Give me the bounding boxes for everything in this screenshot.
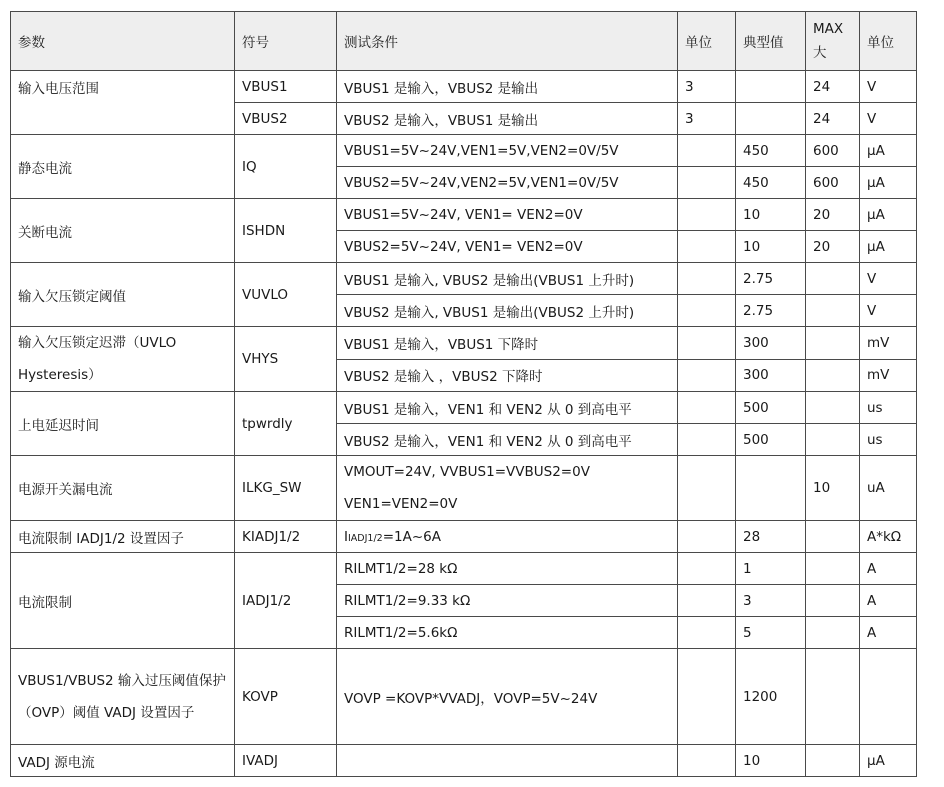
typical-cell: 28 — [736, 521, 806, 553]
max-cell — [806, 327, 860, 360]
table-row — [11, 521, 917, 553]
param-cell: 电流限制 IADJ1/2 设置因子 — [11, 521, 235, 553]
condition-cell: RILMT1/2=28 kΩ — [337, 553, 678, 585]
table-row — [11, 135, 917, 167]
unit2-cell: us — [860, 392, 917, 424]
typical-cell: 1200 — [736, 649, 806, 745]
unit2-cell: μA — [860, 231, 917, 263]
typical-cell: 10 — [736, 199, 806, 231]
table-row — [11, 649, 917, 745]
unit1-cell — [678, 745, 736, 777]
table-row — [11, 327, 917, 360]
unit1-cell — [678, 617, 736, 649]
condition-cell: VBUS1 是输入，VBUS2 是输出 — [337, 71, 678, 103]
param-cell: 静态电流 — [11, 135, 235, 199]
max-cell — [806, 553, 860, 585]
max-cell — [806, 521, 860, 553]
param-cell: 输入电压范围 — [11, 71, 235, 135]
unit2-cell: mV — [860, 359, 917, 392]
symbol-cell: VBUS2 — [235, 103, 337, 135]
symbol-cell: IADJ1/2 — [235, 553, 337, 649]
unit2-cell: A — [860, 553, 917, 585]
header-row — [11, 12, 917, 71]
param-cell: 关断电流 — [11, 199, 235, 263]
param-cell: VADJ 源电流 — [11, 745, 235, 777]
symbol-cell: VHYS — [235, 327, 337, 392]
table-row — [11, 71, 917, 103]
typical-cell: 500 — [736, 424, 806, 456]
typical-cell — [736, 456, 806, 521]
unit2-cell: A*kΩ — [860, 521, 917, 553]
unit2-cell: μA — [860, 745, 917, 777]
header-max-line1: MAX — [813, 21, 844, 37]
condition-cell: VBUS1 是输入, VBUS2 是输出(VBUS1 上升时) — [337, 263, 678, 295]
typical-cell: 450 — [736, 167, 806, 199]
condition-subscript: IADJ1/2 — [347, 532, 383, 544]
condition-cell: VBUS1=5V~24V, VEN1= VEN2=0V — [337, 199, 678, 231]
condition-line-1: VMOUT=24V, VVBUS1=VVBUS2=0V — [344, 464, 590, 480]
typical-cell: 300 — [736, 327, 806, 360]
unit1-cell — [678, 295, 736, 327]
unit2-cell: A — [860, 617, 917, 649]
symbol-cell: IVADJ — [235, 745, 337, 777]
header-typical: 典型值 — [736, 12, 806, 71]
unit2-cell: A — [860, 585, 917, 617]
table-row — [11, 263, 917, 295]
param-cell: 输入欠压锁定迟滞（UVLO Hysteresis） — [11, 327, 235, 392]
typical-cell: 500 — [736, 392, 806, 424]
typical-cell: 2.75 — [736, 263, 806, 295]
table-row — [11, 199, 917, 231]
unit1-cell — [678, 553, 736, 585]
symbol-cell: KIADJ1/2 — [235, 521, 337, 553]
max-cell: 20 — [806, 199, 860, 231]
unit2-cell: V — [860, 71, 917, 103]
condition-cell: VBUS1 是输入，VEN1 和 VEN2 从 0 到高电平 — [337, 392, 678, 424]
unit2-cell: μA — [860, 167, 917, 199]
symbol-cell: tpwrdly — [235, 392, 337, 456]
max-cell: 10 — [806, 456, 860, 521]
unit1-cell — [678, 327, 736, 360]
condition-cell: VBUS2 是输入, VBUS1 是输出(VBUS2 上升时) — [337, 295, 678, 327]
condition-cell — [337, 745, 678, 777]
unit1-cell: 3 — [678, 71, 736, 103]
condition-main: I — [344, 528, 348, 545]
unit2-cell: V — [860, 263, 917, 295]
condition-cell: VOVP =KOVP*VVADJ，VOVP=5V~24V — [337, 649, 678, 745]
unit1-cell — [678, 359, 736, 392]
unit1-cell — [678, 424, 736, 456]
condition-cell — [337, 456, 678, 521]
condition-line-2: VEN1=VEN2=0V — [344, 496, 458, 512]
unit2-cell: μA — [860, 199, 917, 231]
max-cell — [806, 359, 860, 392]
condition-cell: VBUS2 是输入，VEN1 和 VEN2 从 0 到高电平 — [337, 424, 678, 456]
header-param: 参数 — [11, 12, 235, 71]
condition-cell: VBUS2 是输入 ，VBUS2 下降时 — [337, 359, 678, 392]
symbol-cell: ISHDN — [235, 199, 337, 263]
max-cell: 600 — [806, 135, 860, 167]
condition-cell: RILMT1/2=5.6kΩ — [337, 617, 678, 649]
max-cell — [806, 585, 860, 617]
condition-cell: VBUS2=5V~24V, VEN1= VEN2=0V — [337, 231, 678, 263]
unit2-cell: V — [860, 295, 917, 327]
max-cell: 20 — [806, 231, 860, 263]
symbol-cell: KOVP — [235, 649, 337, 745]
unit1-cell — [678, 456, 736, 521]
max-cell: 24 — [806, 71, 860, 103]
unit2-cell: us — [860, 424, 917, 456]
unit2-cell: mV — [860, 327, 917, 360]
header-symbol: 符号 — [235, 12, 337, 71]
typical-cell — [736, 103, 806, 135]
unit1-cell: 3 — [678, 103, 736, 135]
param-cell: 电源开关漏电流 — [11, 456, 235, 521]
unit1-cell — [678, 585, 736, 617]
table-row — [11, 392, 917, 424]
table-row — [11, 745, 917, 777]
max-cell: 600 — [806, 167, 860, 199]
unit1-cell — [678, 392, 736, 424]
unit1-cell — [678, 231, 736, 263]
symbol-cell: IQ — [235, 135, 337, 199]
symbol-cell: VUVLO — [235, 263, 337, 327]
condition-rest: =1A~6A — [382, 528, 441, 545]
header-unit-1: 单位 — [678, 12, 736, 71]
header-unit-2: 单位 — [860, 12, 917, 71]
typical-cell: 1 — [736, 553, 806, 585]
symbol-cell: VBUS1 — [235, 71, 337, 103]
condition-cell: VBUS2=5V~24V,VEN2=5V,VEN1=0V/5V — [337, 167, 678, 199]
unit1-cell — [678, 521, 736, 553]
max-cell — [806, 424, 860, 456]
condition-cell: RILMT1/2=9.33 kΩ — [337, 585, 678, 617]
table-row — [11, 553, 917, 585]
header-max-line2: 大 — [813, 45, 827, 61]
typical-cell: 300 — [736, 359, 806, 392]
param-cell: 上电延迟时间 — [11, 392, 235, 456]
max-cell — [806, 295, 860, 327]
typical-cell — [736, 71, 806, 103]
max-cell: 24 — [806, 103, 860, 135]
typical-cell: 10 — [736, 745, 806, 777]
spec-table-container — [10, 11, 917, 777]
unit1-cell — [678, 135, 736, 167]
unit2-cell: μA — [860, 135, 917, 167]
param-cell: 输入欠压锁定阈值 — [11, 263, 235, 327]
typical-cell: 2.75 — [736, 295, 806, 327]
unit1-cell — [678, 199, 736, 231]
max-cell — [806, 263, 860, 295]
condition-cell: VBUS1=5V~24V,VEN1=5V,VEN2=0V/5V — [337, 135, 678, 167]
table-row — [11, 456, 917, 521]
max-cell — [806, 392, 860, 424]
electrical-characteristics-table — [10, 11, 917, 777]
header-max — [806, 12, 860, 71]
typical-cell: 450 — [736, 135, 806, 167]
max-cell — [806, 649, 860, 745]
unit1-cell — [678, 263, 736, 295]
unit1-cell — [678, 167, 736, 199]
header-condition: 测试条件 — [337, 12, 678, 71]
typical-cell: 3 — [736, 585, 806, 617]
param-cell: VBUS1/VBUS2 输入过压阈值保护（OVP）阈值 VADJ 设置因子 — [11, 649, 235, 745]
typical-cell: 10 — [736, 231, 806, 263]
condition-cell: VBUS1 是输入，VBUS1 下降时 — [337, 327, 678, 360]
unit1-cell — [678, 649, 736, 745]
typical-cell: 5 — [736, 617, 806, 649]
condition-cell — [337, 521, 678, 553]
param-cell: 电流限制 — [11, 553, 235, 649]
unit2-cell: V — [860, 103, 917, 135]
condition-cell: VBUS2 是输入，VBUS1 是输出 — [337, 103, 678, 135]
unit2-cell — [860, 649, 917, 745]
unit2-cell: uA — [860, 456, 917, 521]
max-cell — [806, 745, 860, 777]
symbol-cell: ILKG_SW — [235, 456, 337, 521]
max-cell — [806, 617, 860, 649]
